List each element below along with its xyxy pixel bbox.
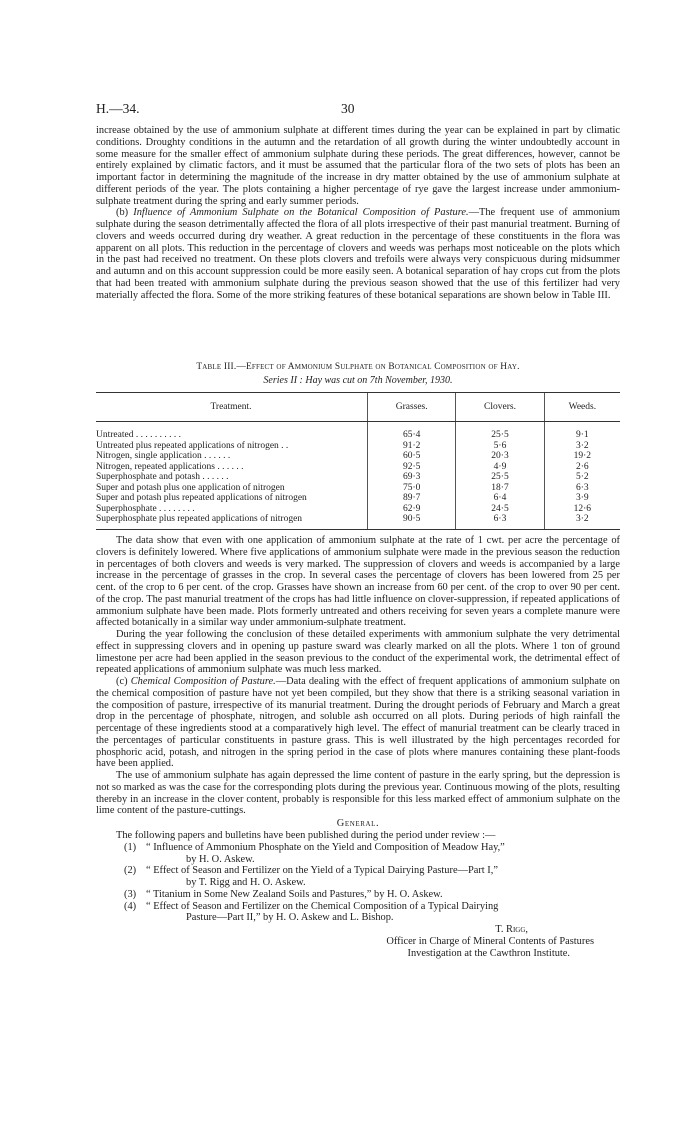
- list-item: [96, 865, 620, 889]
- page-header: [96, 101, 620, 119]
- table-row: [96, 483, 620, 494]
- table-row: [96, 504, 620, 515]
- cell-weeds: 2·6: [544, 462, 620, 473]
- general-intro: The following papers and bulletins have been published during the period under review :—: [116, 830, 496, 841]
- list-item: [96, 842, 620, 866]
- paragraph-climatic-conditions: increase obtained by the use of ammonium sulphate at different times during the year can be explained in part by climatic conditions. Droughty conditions in the autumn and the retardation of all growth during the winter undoubtedly account in some measure for the smaller effect of ammonium sulphate during these periods. The great differences, however, cannot be entirely explained by climatic factors, and it must be assumed that the particular flora of the two sets of plots has been an important factor in determining the magnitude of the increase in dry matter obtained by the use of ammonium sulphate at different periods of the year. The plots containing a higher percentage of rye gave the largest increase under ammonium-sulphate treatment during the spring and early summer periods.: [96, 125, 620, 207]
- cell-treatment: Nitrogen, single application . . . . . .: [96, 451, 231, 461]
- cell-weeds: 6·3: [544, 483, 620, 494]
- list-item-number: (3): [124, 888, 137, 900]
- botanical-composition-table: [96, 392, 620, 530]
- document-reference: H.—34.: [96, 101, 140, 116]
- cell-treatment: Super and potash plus repeated applications of nitrogen: [96, 493, 307, 503]
- cell-clovers: 25·5: [456, 472, 544, 483]
- paragraph-chemical-composition: [96, 676, 620, 770]
- cell-weeds: 3·9: [544, 493, 620, 504]
- cell-clovers: 20·3: [456, 451, 544, 462]
- paragraph-botanical-composition: [96, 207, 620, 301]
- table-row: [96, 422, 620, 441]
- list-item-number: (4): [124, 900, 137, 912]
- list-item-line: by H. O. Askew.: [186, 853, 255, 865]
- section-label-c: (c): [116, 676, 128, 687]
- table-row: [96, 493, 620, 504]
- cell-clovers: 4·9: [456, 462, 544, 473]
- table-row: [96, 472, 620, 483]
- header-weeds: Weeds.: [544, 393, 620, 422]
- cell-weeds: 9·1: [544, 422, 620, 441]
- list-item-line: by T. Rigg and H. O. Askew.: [186, 877, 306, 888]
- cell-weeds: 3·2: [544, 441, 620, 452]
- cell-treatment: Nitrogen, repeated applications . . . . . .: [96, 461, 244, 472]
- cell-grasses: 69·3: [368, 472, 456, 483]
- cell-weeds: 5·2: [544, 472, 620, 483]
- table-row: [96, 441, 620, 452]
- header-treatment: Treatment.: [96, 393, 368, 422]
- header-clovers: Clovers.: [456, 393, 544, 422]
- lower-text-block: [96, 535, 620, 959]
- cell-grasses: 62·9: [368, 504, 456, 515]
- section-heading-chemical: Chemical Composition of Pasture.: [130, 676, 276, 687]
- cell-treatment: Superphosphate plus repeated applications of nitrogen: [96, 514, 368, 529]
- table-row: [96, 451, 620, 462]
- cell-treatment: Untreated plus repeated applications of nitrogen . .: [96, 440, 289, 451]
- cell-clovers: 18·7: [456, 483, 544, 494]
- list-item-line: “ Titanium in Some New Zealand Soils and Pastures,” by H. O. Askew.: [146, 888, 443, 900]
- cell-clovers: 25·5: [456, 422, 544, 441]
- list-item-line: “ Influence of Ammonium Phosphate on the Yield and Composition of Meadow Hay,”: [146, 841, 505, 853]
- cell-treatment: Superphosphate . . . . . . . .: [96, 503, 195, 514]
- list-item-number: (1): [124, 841, 137, 853]
- papers-list: [96, 842, 620, 924]
- header-grasses: Grasses.: [368, 393, 456, 422]
- section-heading-botanical: Influence of Ammonium Sulphate on the Botanical Composition of Pasture.: [133, 207, 469, 219]
- page-number: 30: [341, 101, 355, 116]
- cell-grasses: 89·7: [368, 493, 456, 504]
- list-item-line: “ Effect of Season and Fertilizer on the Chemical Composition of a Typical Dairying: [146, 900, 499, 912]
- cell-treatment: Super and potash plus one application of nitrogen: [96, 482, 285, 493]
- cell-grasses: 65·4: [368, 422, 456, 441]
- general-heading: General.: [336, 818, 380, 829]
- paragraph-data-show: The data show that even with one application of ammonium sulphate at the rate of 1 cwt. per acre the percentage of clovers is definitely lowered. Where five applications of ammonium sulphate were made in the previous season the reduction in percentages of both clovers and weeds is very marked. The suppression of clovers and weeds is accompanied by a large increase in the percentage of grasses in the crop. In several cases the percentage of clovers has been lowered from 25 per cent. of the crop to 6 per cent. of the crop. Grasses have shown an increase from 60 per cent. of the crop to over 90 per cent. of the crop. The past manurial treatment of the crops has had little influence on clover-suppression, if repeated applications of ammonium sulphate have been made. Plots formerly untreated and others receiving for seven years a complete manure were affected botanically in a similar way under ammonium-sulphate treatment.: [96, 535, 620, 629]
- cell-treatment: Superphosphate and potash . . . . . .: [96, 472, 229, 482]
- cell-treatment: Untreated . . . . . . . . . .: [96, 430, 181, 440]
- signature-title-line-2: Investigation at the Cawthron Institute.: [407, 947, 570, 959]
- table-row: [96, 514, 620, 529]
- signature-name: T. Rigg,: [495, 924, 528, 935]
- section-text-chemical: —Data dealing with the effect of frequent applications of ammonium sulphate on the chemical composition of pasture have not yet been compiled, but they show that there is a striking seasonal variation in the composition of pasture, irrespective of its manurial treatment. During the drought periods of February and March a great drop in the percentage of phosphate, nitrogen, and soluble ash occurred on all plots. During periods of high rainfall the percentage of these ingredients stood at a comparatively high level. The effect of manurial treatment can be clearly traced in the percentages of particular constituents in pasture grass. This is well illustrated by the high percentages recorded for phosphoric acid, potash, and nitrogen in the spring period in the case of plots where manures containing these plant-foods have been applied.: [96, 676, 620, 770]
- upper-text-block: [96, 125, 620, 301]
- cell-clovers: 6·4: [456, 493, 544, 504]
- list-item-line: “ Effect of Season and Fertilizer on the Yield of a Typical Dairying Pasture—Part I,”: [146, 865, 498, 877]
- table-subcaption: Series II : Hay was cut on 7th November, 1930.: [263, 375, 453, 386]
- list-item: [96, 889, 620, 901]
- table-row: [96, 462, 620, 473]
- paragraph-lime-content: The use of ammonium sulphate has again depressed the lime content of pasture in the early spring, but the depression is not so marked as was the case for the corresponding plots during the previous year. Continuous mowing of the plots, resulting thereby in an increase in the clover content, probably is responsible for this less marked effect of ammonium sulphate on the lime content of the pasture-cuttings.: [96, 770, 620, 817]
- cell-grasses: 90·5: [368, 514, 456, 529]
- cell-weeds: 3·2: [544, 514, 620, 529]
- signature-title-line-1: Officer in Charge of Mineral Contents of Pastures: [386, 935, 594, 947]
- section-label-b: (b): [116, 207, 129, 219]
- cell-grasses: 92·5: [368, 462, 456, 473]
- cell-weeds: 19·2: [544, 451, 620, 462]
- cell-clovers: 6·3: [456, 514, 544, 529]
- list-item: [96, 901, 620, 925]
- section-text-botanical: —The frequent use of ammonium sulphate during the season detrimentally affected the flora of all plots irrespective of their past manurial treatment. Burning of clovers and weeds occurred during dry weather. A great reduction in the percentage of these constituents in the flora was apparent on all plots. This reduction in the percentage of clovers and weeds was perhaps most noticeable on the plots which in the past had received no treatment. On these plots clovers and trefoils were always very conspicuous during midsummer and autumn and on this account suppression could be more easily seen. A botanical separation of hay crops cut from the plots that had been treated with ammonium sulphate during the previous season showed that the use of this fertilizer had very materially affected the flora. Some of the more striking features of these botanical separations are shown below in Table III.: [96, 207, 621, 301]
- cell-weeds: 12·6: [544, 504, 620, 515]
- cell-grasses: 75·0: [368, 483, 456, 494]
- list-item-line: Pasture—Part II,” by H. O. Askew and L. Bishop.: [186, 912, 394, 924]
- cell-grasses: 60·5: [368, 451, 456, 462]
- table-caption: Table III.—Effect of Ammonium Sulphate on Botanical Composition of Hay.: [196, 362, 520, 372]
- cell-grasses: 91·2: [368, 441, 456, 452]
- table-header-row: [96, 393, 620, 422]
- cell-clovers: 5·6: [456, 441, 544, 452]
- cell-clovers: 24·5: [456, 504, 544, 515]
- list-item-number: (2): [124, 865, 137, 877]
- paragraph-year-following: During the year following the conclusion of these detailed experiments with ammonium sulphate the very detrimental effect in suppressing clovers and in opening up pasture sward was clearly marked on all the plots. Where 1 ton of ground limestone per acre had been applied in the season previous to the conduct of the experimental work, the detrimental effect of repeated applications of ammonium sulphate was much less marked.: [96, 629, 620, 676]
